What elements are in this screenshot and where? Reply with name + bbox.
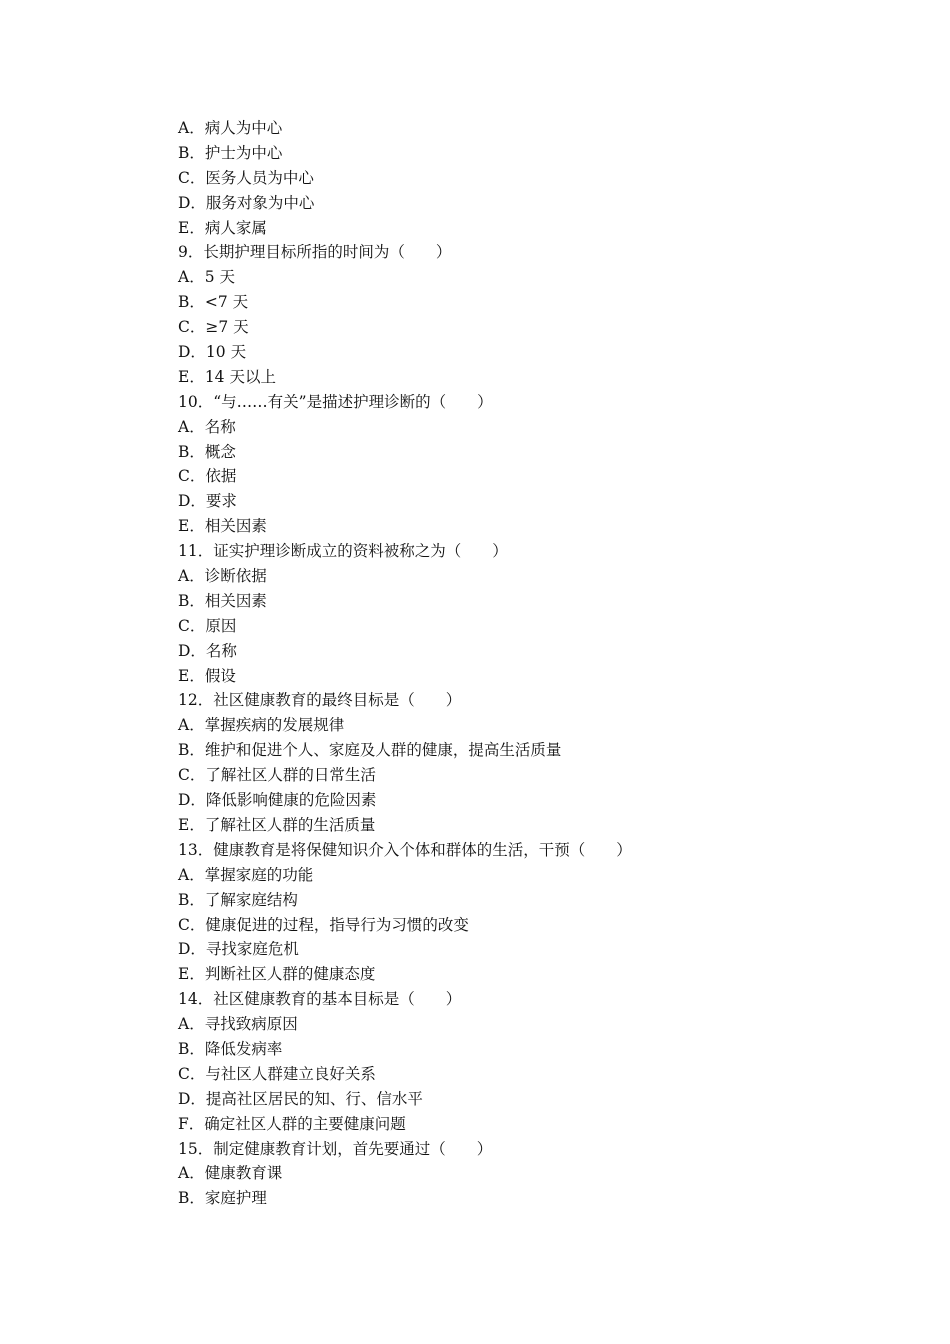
question-stem: 15．制定健康教育计划，首先要通过（ ） xyxy=(178,1139,493,1158)
answer-option: D．名称 xyxy=(178,641,237,660)
answer-option: A．健康教育课 xyxy=(178,1164,283,1183)
question-stem: 12．社区健康教育的最终目标是（ ） xyxy=(178,691,462,710)
answer-option: A．5 天 xyxy=(178,268,235,287)
answer-option: B．降低发病率 xyxy=(178,1039,283,1058)
answer-option: B．维护和促进个人、家庭及人群的健康，提高生活质量 xyxy=(178,741,562,760)
answer-option: B．<7 天 xyxy=(178,293,249,312)
answer-option: C．健康促进的过程，指导行为习惯的改变 xyxy=(178,915,469,934)
answer-option: D．寻找家庭危机 xyxy=(178,940,299,959)
answer-option: A．掌握疾病的发展规律 xyxy=(178,716,345,735)
answer-option: C．医务人员为中心 xyxy=(178,168,314,187)
answer-option: C．与社区人群建立良好关系 xyxy=(178,1064,376,1083)
answer-option: B．相关因素 xyxy=(178,591,267,610)
answer-option: E．了解社区人群的生活质量 xyxy=(178,815,376,834)
answer-option: D．要求 xyxy=(178,492,237,511)
question-stem: 14．社区健康教育的基本目标是（ ） xyxy=(178,990,462,1009)
answer-option: B．了解家庭结构 xyxy=(178,890,298,909)
answer-option: D．降低影响健康的危险因素 xyxy=(178,791,377,810)
answer-option: F．确定社区人群的主要健康问题 xyxy=(178,1114,406,1133)
answer-option: D．10 天 xyxy=(178,343,247,362)
answer-option: A．寻找致病原因 xyxy=(178,1015,298,1034)
answer-option: D．服务对象为中心 xyxy=(178,193,315,212)
question-stem: 11．证实护理诊断成立的资料被称之为（ ） xyxy=(178,542,508,561)
answer-option: A．名称 xyxy=(178,417,236,436)
question-stem: 10．“与……有关”是描述护理诊断的（ ） xyxy=(178,392,493,411)
answer-option: E．判断社区人群的健康态度 xyxy=(178,965,376,984)
question-text-block xyxy=(178,116,878,1211)
answer-option: A．病人为中心 xyxy=(178,119,283,137)
answer-option: B．概念 xyxy=(178,442,236,461)
answer-option: E．14 天以上 xyxy=(178,367,276,386)
answer-option: A．诊断依据 xyxy=(178,567,267,586)
question-stem: 13．健康教育是将保健知识介入个体和群体的生活，干预（ ） xyxy=(178,840,632,859)
answer-option: C．了解社区人群的日常生活 xyxy=(178,766,376,785)
answer-option: E．病人家属 xyxy=(178,218,267,237)
answer-option: B．家庭护理 xyxy=(178,1189,267,1208)
answer-option: C．≥7 天 xyxy=(178,318,249,337)
question-stem: 9．长期护理目标所指的时间为（ ） xyxy=(178,243,452,262)
answer-option: A．掌握家庭的功能 xyxy=(178,865,314,884)
answer-option: E．相关因素 xyxy=(178,517,267,536)
answer-option: D．提高社区居民的知、行、信水平 xyxy=(178,1089,423,1108)
answer-option: B．护士为中心 xyxy=(178,143,283,162)
answer-option: C．依据 xyxy=(178,467,237,486)
answer-option: C．原因 xyxy=(178,616,237,635)
answer-option: E．假设 xyxy=(178,666,236,685)
